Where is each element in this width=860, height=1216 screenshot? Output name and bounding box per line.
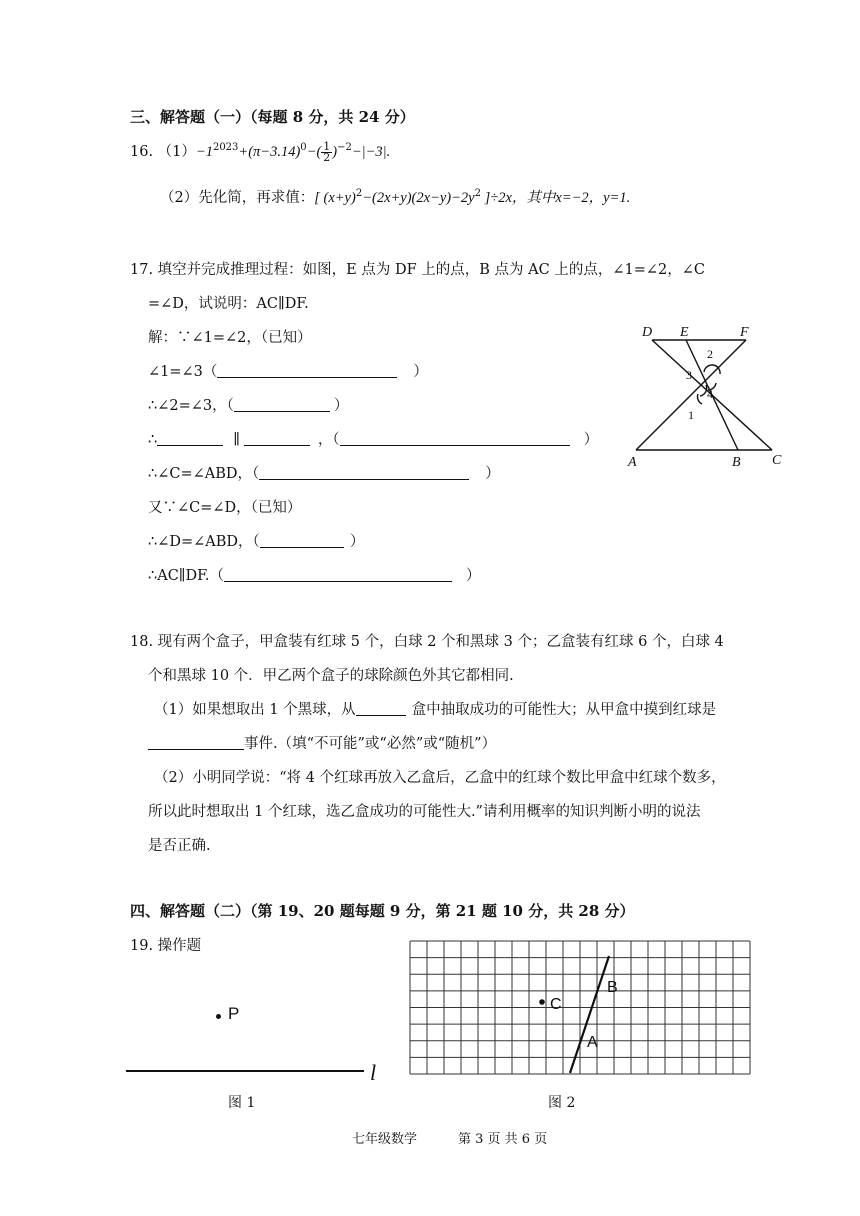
q17-step3-close: ） xyxy=(333,398,349,414)
q17-blank-4[interactable] xyxy=(244,431,310,446)
q16-p2-label: （2）先化简，再求值： xyxy=(160,190,315,206)
q18-p1-text-c: 事件.（填“不可能”或“必然”或“随机”） xyxy=(244,736,497,752)
q16-p1-expr-b: +(π−3.14) xyxy=(238,144,301,160)
q17-line2: =∠D，试说明：AC∥DF. xyxy=(148,296,309,312)
q16-p2-exp-b: 2 xyxy=(474,188,481,200)
q16-p1-exp-a: 2023 xyxy=(212,142,239,154)
line-AB xyxy=(570,956,609,1073)
q16-part2 xyxy=(160,186,630,207)
q17-step3 xyxy=(148,394,348,415)
label-angle-2: 2 xyxy=(707,347,713,361)
q18-line2: 个和黑球 10 个．甲乙两个盒子的球除颜色外其它都相同. xyxy=(148,668,514,684)
footer-page-number: 第 3 页 共 6 页 xyxy=(458,1132,548,1147)
line-l xyxy=(126,1070,364,1072)
q16-p1-expr-c: −( xyxy=(306,144,322,160)
q17-step6: 又∵∠C=∠D，（已知） xyxy=(148,500,302,516)
angle-arc-2 xyxy=(704,365,720,374)
q18-blank-2[interactable] xyxy=(148,735,244,750)
figure-1-caption: 图 1 xyxy=(228,1095,256,1111)
q17-blank-5[interactable] xyxy=(340,431,570,446)
q16-p1-expr-e: −|−3|. xyxy=(351,144,391,160)
point-B-label: B xyxy=(607,979,618,996)
q16-frac-den: 2 xyxy=(323,150,331,164)
q16-p1-exp-b: 0 xyxy=(300,142,307,154)
figure-2-caption: 图 2 xyxy=(548,1095,576,1111)
q18-p1-text-b: 盒中抽取成功的可能性大；从甲盒中摸到红球是 xyxy=(411,702,717,718)
q17-step8 xyxy=(148,564,481,585)
q16-part1 xyxy=(130,140,390,163)
point-C-dot xyxy=(539,999,545,1005)
q16-p2-expr-a: [ (x+y) xyxy=(314,190,356,206)
q17-step8-close: ） xyxy=(466,568,481,584)
footer-subject: 七年级数学 xyxy=(352,1132,418,1147)
label-angle-4: 4 xyxy=(707,387,713,401)
q16-p1-exp-d: −2 xyxy=(337,142,352,154)
q19-title: 19. 操作题 xyxy=(130,938,202,954)
q18-part1 xyxy=(154,698,716,719)
point-P-dot xyxy=(216,1014,221,1019)
section-4-title: 四、解答题（二）（第 19、20 题每题 9 分，第 21 题 10 分，共 28 分） xyxy=(130,902,635,920)
q17-blank-6[interactable] xyxy=(259,465,469,480)
q17-step8-text: ∴AC∥DF.（ xyxy=(148,568,225,584)
q18-part2-line1: （2）小明同学说：“将 4 个红球再放入乙盒后，乙盒中的红球个数比甲盒中红球个数多， xyxy=(154,770,726,786)
label-E: E xyxy=(680,325,689,340)
label-F: F xyxy=(740,325,749,340)
label-B: B xyxy=(732,455,741,470)
label-angle-1: 1 xyxy=(688,408,694,422)
q16-p2-exp-a: 2 xyxy=(355,188,363,200)
q17-step4-open: ，（ xyxy=(317,432,340,448)
point-C-label: C xyxy=(550,996,562,1013)
q17-step2-text: ∠1=∠3（ xyxy=(148,364,218,380)
q17-blank-3[interactable] xyxy=(157,431,223,446)
q18-line1: 18. 现有两个盒子，甲盒装有红球 5 个，白球 2 个和黑球 3 个；乙盒装有红球 6 个，白球 4 xyxy=(130,634,724,650)
q17-blank-8[interactable] xyxy=(224,567,452,582)
q17-step4-text: ∴ xyxy=(148,432,158,448)
q17-blank-1[interactable] xyxy=(217,363,397,378)
q18-blank-1[interactable] xyxy=(356,701,406,716)
q16-p2-expr-b: −(2x+y)(2x−y)−2y xyxy=(362,190,475,206)
q17-step5-text: ∴∠C=∠ABD，（ xyxy=(148,466,260,482)
q16-fraction xyxy=(321,139,332,164)
q17-step7-close: ） xyxy=(349,534,365,550)
q17-blank-7[interactable] xyxy=(260,533,344,548)
q17-line1: 17. 填空并完成推理过程：如图，E 点为 DF 上的点，B 点为 AC 上的点，∠1=∠2，∠C xyxy=(130,262,705,278)
point-P-label: P xyxy=(228,1004,240,1023)
q17-step5 xyxy=(148,462,500,483)
q16-p1-expr-a: −1 xyxy=(195,144,213,160)
q16-p1-expr-d: ) xyxy=(332,144,338,160)
q18-part2-line3: 是否正确. xyxy=(148,838,211,854)
label-D: D xyxy=(642,325,653,340)
q17-step7-text: ∴∠D=∠ABD，（ xyxy=(148,534,260,550)
q16-number: 16. xyxy=(130,144,154,160)
q16-p2-expr-c: ]÷2x，其中 xyxy=(480,190,556,206)
section-3-title: 三、解答题（一）（每题 8 分，共 24 分） xyxy=(130,108,415,126)
q16-p2-expr-d: x=−2，y=1. xyxy=(555,190,631,206)
figure-2-grid xyxy=(400,940,760,1085)
label-C: C xyxy=(772,453,782,468)
q17-step5-close: ） xyxy=(485,466,500,482)
q17-step2 xyxy=(148,360,428,381)
q17-parallel-sign: ∥ xyxy=(233,432,240,448)
line-l-label: l xyxy=(370,1060,377,1085)
label-angle-3: 3 xyxy=(686,368,692,382)
q17-blank-2[interactable] xyxy=(234,397,330,412)
q17-step3-text: ∴∠2=∠3，（ xyxy=(148,398,234,414)
q16-p1-label: （1） xyxy=(157,144,196,160)
q17-step1: 解：∵∠1=∠2，（已知） xyxy=(148,330,312,346)
q18-part1-cont xyxy=(148,732,496,753)
q17-geometry-figure xyxy=(620,318,800,478)
point-A-label: A xyxy=(587,1034,598,1051)
q17-step7 xyxy=(148,530,364,551)
q16-frac-num: 1 xyxy=(323,139,331,153)
label-A: A xyxy=(628,455,637,470)
q17-step2-close: ） xyxy=(413,364,428,380)
q17-step4 xyxy=(148,428,598,449)
q17-step4-close: ） xyxy=(583,432,599,448)
q18-part2-line2: 所以此时想取出 1 个红球，选乙盒成功的可能性大.”请利用概率的知识判断小明的说法 xyxy=(148,804,701,820)
q18-p1-text: （1）如果想取出 1 个黑球，从 xyxy=(154,702,356,718)
